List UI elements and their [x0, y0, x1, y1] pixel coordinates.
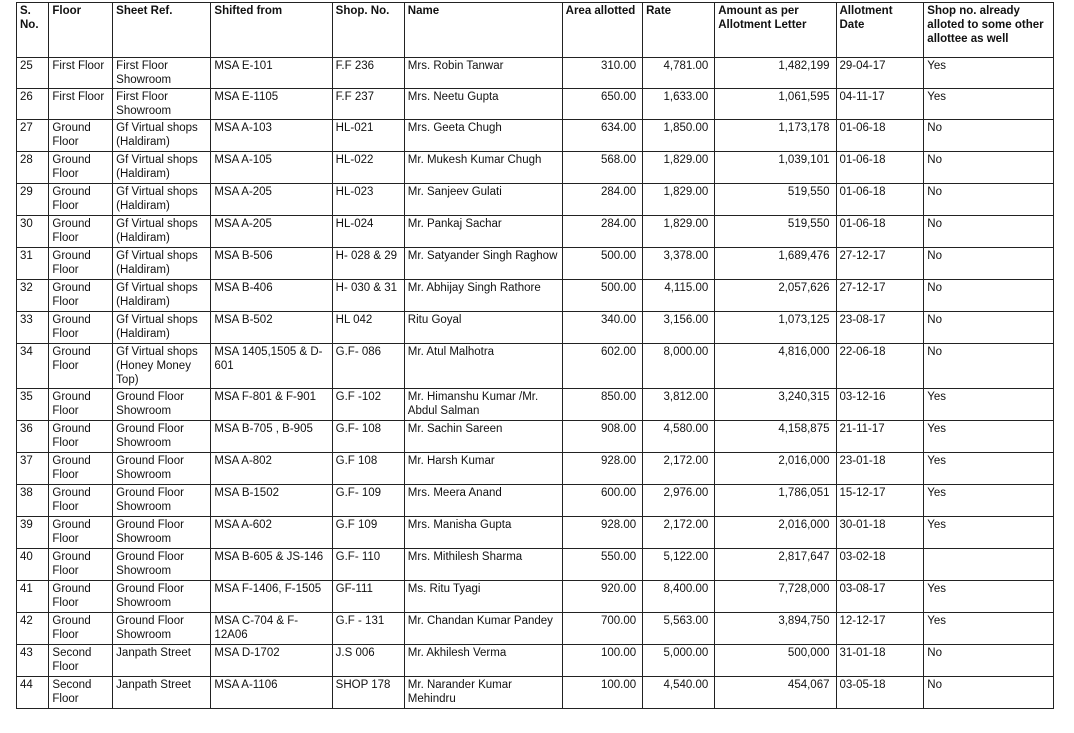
cell-date: 03-05-18	[836, 677, 924, 709]
cell-shifted-from: MSA B-705 , B-905	[211, 421, 332, 453]
cell-rate: 1,633.00	[643, 89, 715, 120]
cell-already-allotted: Yes	[924, 485, 1054, 517]
cell-rate: 2,172.00	[643, 517, 715, 549]
cell-area: 700.00	[562, 613, 642, 645]
cell-date: 21-11-17	[836, 421, 924, 453]
cell-amount: 1,689,476	[715, 248, 836, 280]
table-row	[17, 280, 1054, 312]
cell-sheet-ref: Ground Floor Showroom	[113, 581, 211, 613]
cell-sno: 40	[17, 549, 49, 581]
cell-sno: 30	[17, 216, 49, 248]
cell-rate: 1,850.00	[643, 120, 715, 152]
cell-amount: 454,067	[715, 677, 836, 709]
cell-sno: 32	[17, 280, 49, 312]
cell-floor: First Floor	[49, 58, 113, 89]
cell-already-allotted: No	[924, 677, 1054, 709]
table-row	[17, 184, 1054, 216]
cell-rate: 1,829.00	[643, 184, 715, 216]
cell-sno: 37	[17, 453, 49, 485]
cell-sno: 35	[17, 389, 49, 421]
cell-area: 600.00	[562, 485, 642, 517]
cell-rate: 1,829.00	[643, 216, 715, 248]
header-sheet-ref: Sheet Ref.	[113, 3, 211, 58]
cell-date: 27-12-17	[836, 248, 924, 280]
cell-shop-no: G.F - 131	[332, 613, 404, 645]
header-shifted-from: Shifted from	[211, 3, 332, 58]
cell-name: Mr. Sachin Sareen	[404, 421, 562, 453]
cell-date: 01-06-18	[836, 216, 924, 248]
cell-name: Mr. Satyander Singh Raghow	[404, 248, 562, 280]
cell-name: Mrs. Geeta Chugh	[404, 120, 562, 152]
cell-sheet-ref: Gf Virtual shops (Haldiram)	[113, 120, 211, 152]
cell-date: 12-12-17	[836, 613, 924, 645]
cell-date: 23-08-17	[836, 312, 924, 344]
cell-shop-no: HL-021	[332, 120, 404, 152]
table-row	[17, 58, 1054, 89]
table-row	[17, 389, 1054, 421]
cell-area: 340.00	[562, 312, 642, 344]
table-row	[17, 152, 1054, 184]
cell-sheet-ref: Ground Floor Showroom	[113, 517, 211, 549]
table-row	[17, 581, 1054, 613]
allotment-sheet	[16, 2, 1058, 709]
cell-shifted-from: MSA A-205	[211, 184, 332, 216]
cell-shop-no: G.F 108	[332, 453, 404, 485]
table-row	[17, 120, 1054, 152]
cell-area: 634.00	[562, 120, 642, 152]
cell-name: Mr. Mukesh Kumar Chugh	[404, 152, 562, 184]
cell-name: Mrs. Meera Anand	[404, 485, 562, 517]
table-row	[17, 677, 1054, 709]
header-sno: S. No.	[17, 3, 49, 58]
cell-sheet-ref: Gf Virtual shops (Haldiram)	[113, 184, 211, 216]
cell-rate: 8,000.00	[643, 344, 715, 389]
cell-already-allotted: No	[924, 344, 1054, 389]
cell-shifted-from: MSA B-605 & JS-146	[211, 549, 332, 581]
cell-shop-no: HL-022	[332, 152, 404, 184]
table-row	[17, 549, 1054, 581]
cell-area: 550.00	[562, 549, 642, 581]
cell-floor: Ground Floor	[49, 216, 113, 248]
cell-area: 284.00	[562, 216, 642, 248]
cell-name: Mr. Pankaj Sachar	[404, 216, 562, 248]
cell-sheet-ref: First Floor Showroom	[113, 58, 211, 89]
cell-floor: Ground Floor	[49, 421, 113, 453]
cell-sheet-ref: Janpath Street	[113, 645, 211, 677]
cell-area: 920.00	[562, 581, 642, 613]
cell-amount: 1,039,101	[715, 152, 836, 184]
cell-sheet-ref: Janpath Street	[113, 677, 211, 709]
cell-date: 01-06-18	[836, 120, 924, 152]
cell-date: 04-11-17	[836, 89, 924, 120]
cell-sno: 44	[17, 677, 49, 709]
cell-floor: Ground Floor	[49, 344, 113, 389]
header-row	[17, 3, 1054, 58]
cell-shop-no: J.S 006	[332, 645, 404, 677]
cell-shifted-from: MSA A-103	[211, 120, 332, 152]
table-row	[17, 89, 1054, 120]
table-row	[17, 312, 1054, 344]
cell-sheet-ref: Gf Virtual shops (Honey Money Top)	[113, 344, 211, 389]
cell-name: Mrs. Manisha Gupta	[404, 517, 562, 549]
cell-sheet-ref: Gf Virtual shops (Haldiram)	[113, 312, 211, 344]
table-row	[17, 485, 1054, 517]
cell-floor: Ground Floor	[49, 549, 113, 581]
cell-sno: 31	[17, 248, 49, 280]
cell-name: Mr. Himanshu Kumar /Mr. Abdul Salman	[404, 389, 562, 421]
cell-shifted-from: MSA A-802	[211, 453, 332, 485]
cell-sno: 34	[17, 344, 49, 389]
cell-sheet-ref: Gf Virtual shops (Haldiram)	[113, 152, 211, 184]
cell-amount: 2,016,000	[715, 517, 836, 549]
cell-floor: Ground Floor	[49, 152, 113, 184]
table-body	[17, 58, 1054, 709]
cell-already-allotted: Yes	[924, 421, 1054, 453]
cell-sno: 42	[17, 613, 49, 645]
cell-date: 29-04-17	[836, 58, 924, 89]
cell-rate: 4,580.00	[643, 421, 715, 453]
cell-already-allotted: Yes	[924, 581, 1054, 613]
cell-already-allotted: No	[924, 216, 1054, 248]
cell-already-allotted: Yes	[924, 58, 1054, 89]
header-already-allotted: Shop no. already alloted to some other allottee as well	[924, 3, 1054, 58]
cell-already-allotted: Yes	[924, 389, 1054, 421]
cell-shop-no: G.F- 110	[332, 549, 404, 581]
header-amount: Amount as per Allotment Letter	[715, 3, 836, 58]
cell-sheet-ref: Gf Virtual shops (Haldiram)	[113, 216, 211, 248]
cell-amount: 519,550	[715, 184, 836, 216]
cell-floor: Ground Floor	[49, 485, 113, 517]
cell-amount: 2,817,647	[715, 549, 836, 581]
cell-sheet-ref: First Floor Showroom	[113, 89, 211, 120]
table-row	[17, 645, 1054, 677]
cell-rate: 2,172.00	[643, 453, 715, 485]
cell-shop-no: H- 030 & 31	[332, 280, 404, 312]
cell-name: Mr. Sanjeev Gulati	[404, 184, 562, 216]
cell-sheet-ref: Ground Floor Showroom	[113, 485, 211, 517]
cell-shifted-from: MSA B-406	[211, 280, 332, 312]
cell-sheet-ref: Ground Floor Showroom	[113, 389, 211, 421]
cell-already-allotted	[924, 549, 1054, 581]
cell-shop-no: GF-111	[332, 581, 404, 613]
cell-shop-no: G.F- 108	[332, 421, 404, 453]
cell-name: Mr. Chandan Kumar Pandey	[404, 613, 562, 645]
cell-shop-no: HL-024	[332, 216, 404, 248]
cell-floor: Second Floor	[49, 677, 113, 709]
cell-already-allotted: No	[924, 645, 1054, 677]
cell-date: 27-12-17	[836, 280, 924, 312]
cell-already-allotted: No	[924, 280, 1054, 312]
cell-date: 01-06-18	[836, 152, 924, 184]
cell-amount: 1,173,178	[715, 120, 836, 152]
cell-shifted-from: MSA E-101	[211, 58, 332, 89]
header-floor: Floor	[49, 3, 113, 58]
cell-shop-no: HL-023	[332, 184, 404, 216]
cell-rate: 8,400.00	[643, 581, 715, 613]
cell-amount: 1,061,595	[715, 89, 836, 120]
cell-already-allotted: No	[924, 312, 1054, 344]
cell-amount: 1,073,125	[715, 312, 836, 344]
cell-shop-no: F.F 236	[332, 58, 404, 89]
allotment-table	[16, 2, 1054, 709]
cell-shifted-from: MSA B-506	[211, 248, 332, 280]
cell-shifted-from: MSA C-704 & F-12A06	[211, 613, 332, 645]
cell-name: Mr. Abhijay Singh Rathore	[404, 280, 562, 312]
cell-already-allotted: No	[924, 248, 1054, 280]
cell-shifted-from: MSA E-1105	[211, 89, 332, 120]
cell-sno: 36	[17, 421, 49, 453]
cell-rate: 1,829.00	[643, 152, 715, 184]
cell-shifted-from: MSA A-602	[211, 517, 332, 549]
cell-sno: 28	[17, 152, 49, 184]
cell-shop-no: F.F 237	[332, 89, 404, 120]
cell-area: 310.00	[562, 58, 642, 89]
cell-shifted-from: MSA A-205	[211, 216, 332, 248]
cell-amount: 1,786,051	[715, 485, 836, 517]
cell-amount: 3,894,750	[715, 613, 836, 645]
cell-floor: Ground Floor	[49, 248, 113, 280]
cell-area: 928.00	[562, 453, 642, 485]
cell-area: 908.00	[562, 421, 642, 453]
cell-date: 03-08-17	[836, 581, 924, 613]
cell-floor: Ground Floor	[49, 517, 113, 549]
cell-floor: First Floor	[49, 89, 113, 120]
cell-floor: Ground Floor	[49, 120, 113, 152]
table-row	[17, 344, 1054, 389]
cell-shifted-from: MSA F-1406, F-1505	[211, 581, 332, 613]
cell-floor: Ground Floor	[49, 453, 113, 485]
cell-name: Mrs. Mithilesh Sharma	[404, 549, 562, 581]
cell-floor: Second Floor	[49, 645, 113, 677]
cell-date: 03-12-16	[836, 389, 924, 421]
cell-sheet-ref: Ground Floor Showroom	[113, 613, 211, 645]
cell-rate: 4,540.00	[643, 677, 715, 709]
cell-name: Mr. Harsh Kumar	[404, 453, 562, 485]
cell-sheet-ref: Gf Virtual shops (Haldiram)	[113, 248, 211, 280]
cell-amount: 7,728,000	[715, 581, 836, 613]
cell-sno: 29	[17, 184, 49, 216]
cell-sheet-ref: Ground Floor Showroom	[113, 549, 211, 581]
cell-area: 568.00	[562, 152, 642, 184]
cell-rate: 4,781.00	[643, 58, 715, 89]
cell-shop-no: G.F -102	[332, 389, 404, 421]
cell-already-allotted: Yes	[924, 613, 1054, 645]
cell-name: Ms. Ritu Tyagi	[404, 581, 562, 613]
cell-already-allotted: No	[924, 184, 1054, 216]
table-row	[17, 613, 1054, 645]
cell-amount: 519,550	[715, 216, 836, 248]
cell-shifted-from: MSA F-801 & F-901	[211, 389, 332, 421]
cell-date: 03-02-18	[836, 549, 924, 581]
cell-rate: 3,378.00	[643, 248, 715, 280]
cell-area: 850.00	[562, 389, 642, 421]
cell-sheet-ref: Ground Floor Showroom	[113, 453, 211, 485]
cell-amount: 1,482,199	[715, 58, 836, 89]
cell-sno: 26	[17, 89, 49, 120]
cell-floor: Ground Floor	[49, 581, 113, 613]
table-row	[17, 517, 1054, 549]
cell-area: 100.00	[562, 645, 642, 677]
cell-name: Mr. Atul Malhotra	[404, 344, 562, 389]
cell-date: 22-06-18	[836, 344, 924, 389]
cell-sheet-ref: Gf Virtual shops (Haldiram)	[113, 280, 211, 312]
cell-shifted-from: MSA B-502	[211, 312, 332, 344]
cell-shifted-from: MSA A-1106	[211, 677, 332, 709]
cell-area: 650.00	[562, 89, 642, 120]
cell-shop-no: HL 042	[332, 312, 404, 344]
cell-shifted-from: MSA B-1502	[211, 485, 332, 517]
cell-area: 602.00	[562, 344, 642, 389]
header-area: Area allotted	[562, 3, 642, 58]
cell-rate: 4,115.00	[643, 280, 715, 312]
cell-rate: 5,000.00	[643, 645, 715, 677]
cell-amount: 4,158,875	[715, 421, 836, 453]
cell-area: 284.00	[562, 184, 642, 216]
cell-already-allotted: Yes	[924, 517, 1054, 549]
table-row	[17, 216, 1054, 248]
cell-shop-no: H- 028 & 29	[332, 248, 404, 280]
cell-area: 928.00	[562, 517, 642, 549]
cell-already-allotted: Yes	[924, 89, 1054, 120]
cell-floor: Ground Floor	[49, 312, 113, 344]
cell-name: Mrs. Neetu Gupta	[404, 89, 562, 120]
cell-shifted-from: MSA A-105	[211, 152, 332, 184]
cell-floor: Ground Floor	[49, 184, 113, 216]
cell-rate: 3,156.00	[643, 312, 715, 344]
cell-rate: 5,122.00	[643, 549, 715, 581]
cell-amount: 2,057,626	[715, 280, 836, 312]
cell-amount: 4,816,000	[715, 344, 836, 389]
cell-name: Mr. Narander Kumar Mehindru	[404, 677, 562, 709]
cell-floor: Ground Floor	[49, 613, 113, 645]
cell-shop-no: G.F- 086	[332, 344, 404, 389]
cell-name: Ritu Goyal	[404, 312, 562, 344]
cell-shifted-from: MSA D-1702	[211, 645, 332, 677]
cell-sno: 33	[17, 312, 49, 344]
cell-sno: 43	[17, 645, 49, 677]
cell-amount: 3,240,315	[715, 389, 836, 421]
header-rate: Rate	[643, 3, 715, 58]
cell-date: 30-01-18	[836, 517, 924, 549]
cell-date: 01-06-18	[836, 184, 924, 216]
cell-date: 23-01-18	[836, 453, 924, 485]
cell-name: Mrs. Robin Tanwar	[404, 58, 562, 89]
header-name: Name	[404, 3, 562, 58]
cell-shifted-from: MSA 1405,1505 & D-601	[211, 344, 332, 389]
cell-name: Mr. Akhilesh Verma	[404, 645, 562, 677]
cell-sno: 38	[17, 485, 49, 517]
cell-sno: 39	[17, 517, 49, 549]
cell-amount: 2,016,000	[715, 453, 836, 485]
cell-sheet-ref: Ground Floor Showroom	[113, 421, 211, 453]
cell-area: 500.00	[562, 280, 642, 312]
cell-floor: Ground Floor	[49, 280, 113, 312]
cell-area: 500.00	[562, 248, 642, 280]
cell-floor: Ground Floor	[49, 389, 113, 421]
cell-shop-no: SHOP 178	[332, 677, 404, 709]
cell-date: 31-01-18	[836, 645, 924, 677]
table-row	[17, 248, 1054, 280]
cell-shop-no: G.F 109	[332, 517, 404, 549]
cell-sno: 25	[17, 58, 49, 89]
cell-amount: 500,000	[715, 645, 836, 677]
cell-sno: 41	[17, 581, 49, 613]
table-row	[17, 421, 1054, 453]
cell-sno: 27	[17, 120, 49, 152]
cell-rate: 2,976.00	[643, 485, 715, 517]
cell-already-allotted: No	[924, 152, 1054, 184]
header-date: Allotment Date	[836, 3, 924, 58]
cell-date: 15-12-17	[836, 485, 924, 517]
cell-shop-no: G.F- 109	[332, 485, 404, 517]
cell-rate: 3,812.00	[643, 389, 715, 421]
cell-rate: 5,563.00	[643, 613, 715, 645]
cell-already-allotted: Yes	[924, 453, 1054, 485]
cell-already-allotted: No	[924, 120, 1054, 152]
table-row	[17, 453, 1054, 485]
header-shop-no: Shop. No.	[332, 3, 404, 58]
cell-area: 100.00	[562, 677, 642, 709]
